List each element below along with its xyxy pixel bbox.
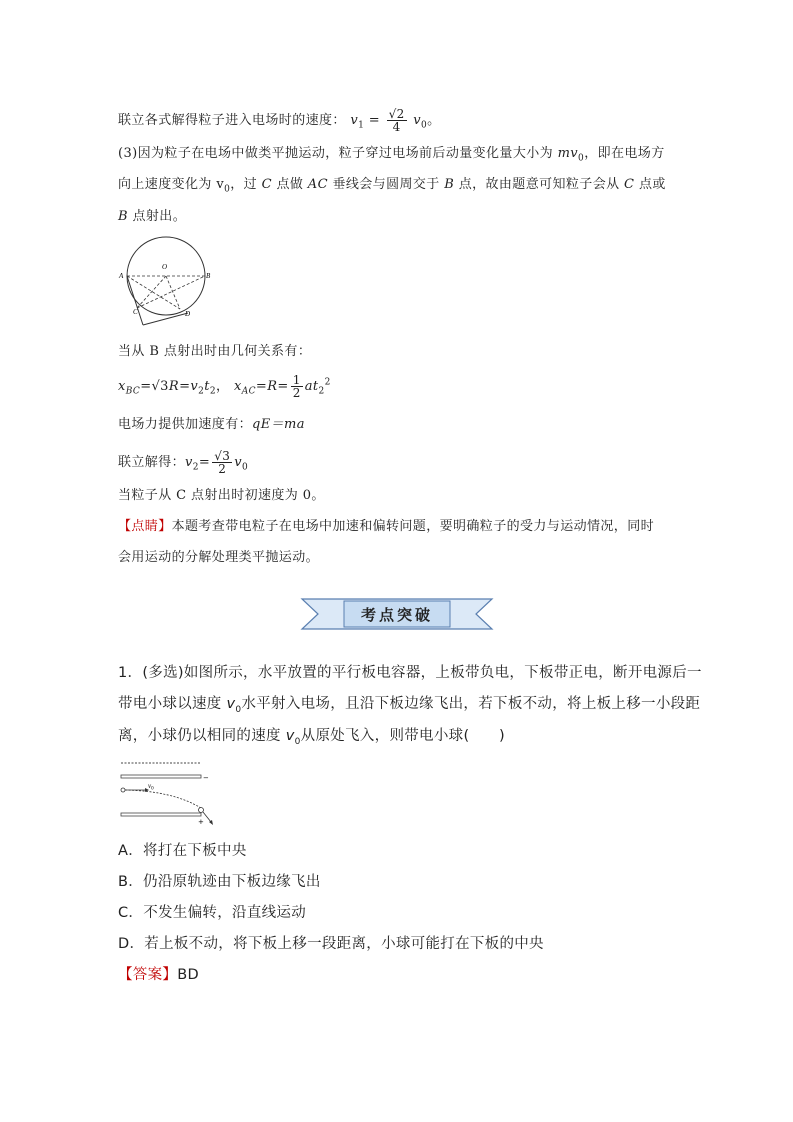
minus-sign: − [203, 774, 209, 782]
p3-text-d: ，即在电场方 [584, 146, 665, 161]
s-sub0: 0 [242, 462, 249, 473]
p3-mv: mv [557, 146, 579, 161]
comment-line2: 会用运动的分解处理类平抛运动。 [118, 550, 320, 565]
p3-l3b: 点射出。 [127, 209, 187, 224]
option-D[interactable]: D．若上板不动，将下板上移一段距离，小球可能打在下板的中央 [118, 936, 544, 952]
g-eq4: = [277, 379, 289, 394]
banner-label: 考点突破 [360, 606, 434, 624]
p3-l3a: B [118, 209, 128, 224]
g-ac: AC [241, 386, 256, 397]
p3-l2i: 点，故由题意可知粒子会从 [454, 177, 625, 192]
frac-num: √2 [388, 107, 405, 121]
q1-l3a: 离，小球仍以相同的速度 [118, 728, 286, 744]
g-s2: 2 [198, 386, 205, 397]
p3-l2g: 垂线会与圆周交于 [327, 177, 445, 192]
when-C-text: 当粒子从 C 点射出时初速度为 0。 [118, 488, 325, 503]
result-velocity-line [118, 108, 441, 134]
s-fraction [212, 450, 232, 475]
plus-sign: + [198, 818, 204, 826]
p3-text-a: (3)因为粒子在电场中做类平抛运动，粒子穿过电场前后动量变化量大小为 [118, 146, 558, 161]
equals: = [368, 113, 381, 128]
lower-plate [121, 813, 201, 816]
g-R2: R [267, 379, 278, 394]
ball-end [199, 808, 204, 813]
option-B[interactable]: B．仍沿原轨迹由下板边缘飞出 [118, 874, 321, 890]
g-fraction [291, 374, 303, 399]
s-v0: v [234, 455, 243, 470]
p3-l2f: AC [307, 177, 328, 192]
q1-line3 [118, 727, 505, 751]
g-fden: 2 [292, 386, 301, 400]
force-text: 电场力提供加速度有： [118, 417, 253, 432]
q1-line2 [118, 695, 700, 719]
g-sep: ， [216, 379, 230, 394]
p3-l2c: ，过 [230, 177, 262, 192]
g-t2s: 2 [209, 386, 217, 397]
p3-l2j: C [624, 177, 635, 192]
q1-l3d: 从原处飞入，则带电小球( ) [300, 728, 505, 744]
answer-line [118, 966, 199, 984]
period: 。 [427, 113, 441, 128]
p3-l2k: 点或 [634, 177, 666, 192]
para3-line3 [118, 209, 186, 225]
line-OD [166, 276, 180, 309]
comment-line1 [118, 519, 654, 535]
p3-l2h: B [444, 177, 455, 192]
circle-diagram [118, 236, 213, 331]
para3-line1 [118, 146, 665, 167]
solve-text: 联立解得： [118, 455, 186, 470]
capacitor-diagram [118, 760, 218, 826]
g-at: at [304, 379, 319, 394]
g-eq1: = [140, 379, 152, 394]
label-A: A [119, 272, 124, 280]
p3-l2d: C [261, 177, 272, 192]
option-C[interactable]: C．不发生偏转，沿直线运动 [118, 905, 307, 921]
p3-sub0: 0 [578, 153, 585, 164]
g-eq3: = [255, 379, 268, 394]
g-bc: BC [125, 386, 141, 397]
line-OC [137, 276, 166, 308]
section-banner [300, 597, 494, 631]
answer-tag: 【答案】 [118, 967, 178, 983]
var-v: v [350, 113, 359, 128]
sub-0: 0 [421, 120, 428, 131]
s-v: v [185, 455, 193, 470]
result-text: 联立各式解得粒子进入电场时的速度： [118, 113, 346, 128]
g-R: R [168, 379, 180, 394]
g-fnum: 1 [292, 373, 301, 387]
g-atsup: 2 [324, 377, 331, 388]
q1-l2b: v [226, 696, 236, 712]
g-x: x [118, 379, 126, 394]
s-sub2: 2 [192, 462, 199, 473]
geometry-equation [118, 374, 331, 400]
ball-start [121, 788, 125, 792]
q1-l2c: 0 [235, 704, 242, 715]
p3-l2b: 0 [224, 184, 231, 195]
line-AD [127, 276, 180, 309]
para3-line2 [118, 177, 666, 198]
label-C: C [133, 308, 138, 316]
var-v0: v [413, 113, 422, 128]
g-t2: t [204, 379, 210, 394]
v0-label: $v_0$ [148, 782, 154, 792]
trajectory [125, 790, 201, 808]
s-num: √3 [214, 449, 231, 463]
label-O: O [162, 263, 168, 271]
sub-1: 1 [358, 120, 365, 131]
option-A[interactable]: A．将打在下板中央 [118, 843, 247, 859]
g-x2: x [233, 379, 242, 394]
label-D: D [185, 310, 191, 318]
g-v2: v [190, 379, 199, 394]
p3-l2a: 向上速度变化为 v [118, 177, 225, 192]
g-sqrt3: √3 [151, 379, 169, 394]
s-eq: = [198, 455, 211, 470]
force-line [118, 417, 305, 433]
solve-line [118, 450, 248, 476]
q1-l3c: 0 [294, 736, 301, 747]
force-expr: qE＝ma [252, 417, 305, 432]
q1-line1: 1．(多选)如图所示，水平放置的平行板电容器，上板带负电，下板带正电，断开电源后一 [118, 665, 702, 681]
g-ats: 2 [318, 386, 325, 397]
g-eq2: = [179, 379, 191, 394]
q1-l3b: v [285, 728, 295, 744]
label-B: B [206, 272, 211, 280]
p3-l2e: 点做 [271, 177, 308, 192]
line-AC [127, 276, 143, 325]
fraction [387, 108, 407, 133]
when-B-text: 当从 B 点射出时由几何关系有： [118, 344, 312, 359]
comment-l1: 本题考查带电粒子在电场中加速和偏转问题，要明确粒子的受力与运动情况，同时 [171, 519, 655, 534]
trajectory-tail [203, 812, 211, 822]
q1-l2d: 水平射入电场，且沿下板边缘飞出，若下板不动，将上板上移一小段距 [241, 696, 701, 712]
comment-tag: 【点睛】 [118, 519, 172, 534]
frac-den: 4 [392, 120, 401, 134]
upper-plate [121, 775, 201, 778]
q1-l2a: 带电小球以速度 [118, 696, 227, 712]
answer-value: BD [177, 967, 199, 983]
s-den: 2 [218, 462, 227, 476]
